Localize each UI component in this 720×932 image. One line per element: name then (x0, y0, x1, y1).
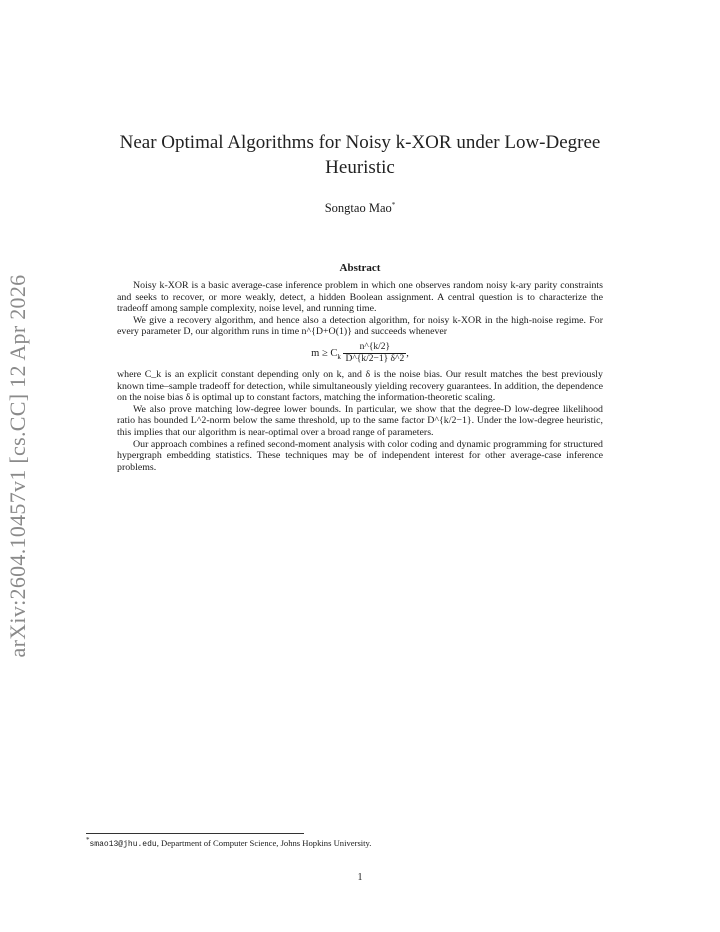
equation-fraction (343, 342, 406, 365)
author-name: Songtao Mao (324, 201, 392, 215)
abstract-paragraph-1: Noisy k-XOR is a basic average-case inference problem in which one observes random noisy k-ary parity constraints and seeks to recover, or more weakly, detect, a hidden Boolean assignment. A central question is to characterize the tradeoff among sample complexity, noise level, and running time. (117, 280, 603, 315)
author-line (90, 201, 630, 216)
title-text: Near Optimal Algorithms for Noisy k-XOR under Low-Degree Heuristic (119, 132, 601, 178)
abstract-paragraph-4: We also prove matching low-degree lower bounds. In particular, we show that the degree-D low-degree likelihood ratio has bounded L^2-norm below the same threshold, up to the same factor D^{k/2−1}. Under the low-degree heuristic, this implies that our algorithm is near-optimal over a broad range of parameters. (117, 403, 603, 438)
author-footnote-mark: * (391, 200, 396, 209)
equation-subscript: k (337, 352, 341, 361)
equation-lhs: m ≥ C (311, 347, 338, 359)
footnote-text: , Department of Computer Science, Johns Hopkins University. (156, 838, 372, 848)
abstract-heading: Abstract (339, 262, 381, 274)
paper-title (90, 130, 630, 180)
abstract-paragraph-3: where C_k is an explicit constant depending only on k, and δ is the noise bias. Our result matches the best previously known time–sample tradeoff for detection, while simultaneously yielding recovery guarantees. In addition, the dependence on the noise bias δ is optimal up to constant factors, matching the information-theoretic scaling. (117, 368, 603, 404)
page-number: 1 (357, 872, 363, 883)
abstract-paragraph-2: We give a recovery algorithm, and hence also a detection algorithm, for noisy k-XOR in the high-noise regime. For every parameter D, our algorithm runs in time n^{D+O(1)} and succeeds whenever (117, 314, 603, 338)
equation-tail: , (406, 347, 409, 359)
equation-numerator: n^{k/2} (343, 342, 406, 354)
equation-denominator: D^{k/2−1} δ^2 (345, 353, 405, 364)
footnote-mark: * (86, 836, 90, 845)
abstract-paragraph-5: Our approach combines a refined second-moment analysis with color coding and dynamic programming for structured hypergraph embedding statistics. These techniques may be of independent interest for other average-case inference problems. (117, 438, 603, 473)
display-equation (117, 342, 603, 365)
arxiv-id-text: arXiv:2604.10457v1 [cs.CC] 12 Apr 2026 (5, 274, 30, 658)
footnote-email: smao13@jhu.edu (89, 840, 157, 849)
footnote-rule (86, 833, 304, 834)
abstract-body (117, 280, 603, 473)
footnote (86, 838, 371, 850)
